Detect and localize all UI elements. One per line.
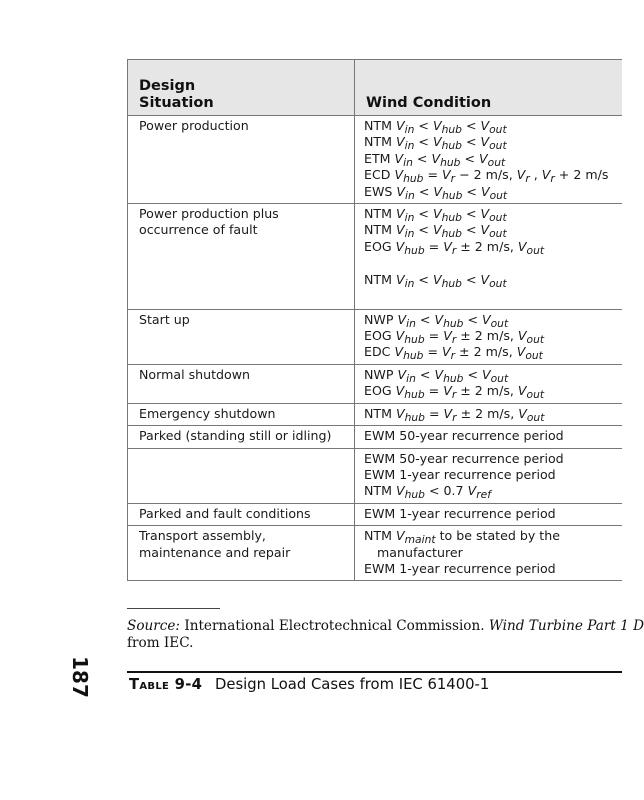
wind-condition-line: NTM $V_{in} < V_{hub} < V_{out}$ — [364, 272, 507, 291]
footnote-rule — [127, 608, 220, 609]
wind-condition-line: NTM $V_{in} < V_{hub} < V_{out}$ — [364, 134, 507, 153]
table-row — [128, 309, 623, 364]
wind-condition-line: EWS $V_{in} < V_{hub} < V_{out}$ — [364, 183, 508, 202]
table-row — [128, 403, 623, 425]
wind-condition-line: NTM $V_{maint}$ to be stated by the — [364, 528, 560, 547]
table-header-row — [128, 60, 623, 116]
wind-condition-line: manufacturer — [377, 544, 463, 560]
wind-condition-line: ETM $V_{in} < V_{hub} < V_{out}$ — [364, 150, 506, 169]
wind-condition-line: EWM 1-year recurrence period — [364, 505, 556, 521]
wind-condition-cell — [355, 403, 623, 425]
wind-condition-line: EOG $V_{hub} = V_r \pm 2$ m/s, $V_{out}$ — [364, 328, 545, 347]
wind-condition-line: EOG $V_{hub} = V_r \pm 2$ m/s, $V_{out}$ — [364, 383, 545, 402]
wind-condition-line: EWM 50-year recurrence period — [364, 428, 564, 444]
wind-condition-cell — [355, 309, 623, 364]
header-design-situation-label: Design Situation — [139, 78, 214, 111]
table-row — [128, 426, 623, 448]
table-row — [128, 448, 623, 503]
wind-condition-line: EWM 1-year recurrence period — [364, 560, 556, 576]
wind-condition-line: NTM $V_{in} < V_{hub} < V_{out}$ — [364, 118, 507, 136]
table-caption — [129, 676, 489, 694]
wind-condition-line: NWP $V_{in} < V_{hub} < V_{out}$ — [364, 311, 509, 330]
design-situation-cell — [128, 448, 355, 503]
design-situation-cell: Parked (standing still or idling) — [128, 426, 355, 448]
wind-condition-line: NTM $V_{hub} = V_r \pm 2$ m/s, $V_{out}$ — [364, 405, 545, 424]
header-design-situation — [128, 60, 355, 116]
wind-condition-line: EWM 50-year recurrence period — [364, 450, 564, 466]
caption-rule — [127, 671, 622, 673]
wind-condition-cell — [355, 204, 623, 310]
caption-text: Design Load Cases from IEC 61400-1 — [214, 676, 490, 693]
header-wind-condition — [355, 60, 623, 116]
header-wind-condition-label: Wind Condition — [366, 95, 492, 111]
source-line2: from IEC. — [127, 635, 194, 651]
wind-condition-line: EDC $V_{hub} = V_r \pm 2$ m/s, $V_{out}$ — [364, 344, 543, 363]
wind-condition-line: NTM $V_{hub} < 0.7$ $V_{ref}$ — [364, 483, 491, 502]
source-label: Source: — [127, 618, 180, 634]
design-situation-cell: Power production — [128, 116, 355, 204]
wind-condition-cell — [355, 116, 623, 204]
wind-condition-line: EOG $V_{hub} = V_r \pm 2$ m/s, $V_{out}$ — [364, 238, 545, 257]
wind-condition-line: EWM 1-year recurrence period — [364, 466, 556, 482]
design-situation-cell: Normal shutdown — [128, 364, 355, 403]
wind-condition-line: NTM $V_{in} < V_{hub} < V_{out}$ — [364, 222, 507, 241]
table-row — [128, 204, 623, 310]
wind-condition-line: NTM $V_{in} < V_{hub} < V_{out}$ — [364, 206, 507, 225]
design-situation-cell: Transport assembly, maintenance and repair — [128, 526, 355, 581]
source-title: Wind Turbine Part 1 D — [488, 618, 644, 634]
design-load-cases-table — [127, 59, 622, 581]
source-org: International Electrotechnical Commission. — [184, 618, 485, 634]
table-row — [128, 503, 623, 525]
wind-condition-cell — [355, 526, 623, 581]
source-footnote — [127, 618, 644, 652]
wind-condition-line: NWP $V_{in} < V_{hub} < V_{out}$ — [364, 366, 509, 385]
line-gap — [364, 255, 622, 272]
table-row — [128, 116, 623, 204]
design-situation-cell: Start up — [128, 309, 355, 364]
page-number: 187 — [68, 656, 92, 698]
wind-condition-line: ECD $V_{hub} = V_r - 2$ m/s, $V_r$ , $V_r + 2$ m/s — [364, 167, 609, 186]
wind-condition-cell — [355, 426, 623, 448]
caption-label: Table 9-4 — [129, 676, 203, 693]
table-row — [128, 526, 623, 581]
design-situation-cell: Parked and fault conditions — [128, 503, 355, 525]
line-gap — [364, 289, 622, 306]
wind-condition-cell — [355, 503, 623, 525]
design-situation-cell: Power production plus occurrence of fault — [128, 204, 355, 310]
table-body — [128, 116, 623, 581]
table-row — [128, 364, 623, 403]
wind-condition-cell — [355, 448, 623, 503]
design-situation-cell: Emergency shutdown — [128, 403, 355, 425]
wind-condition-cell — [355, 364, 623, 403]
